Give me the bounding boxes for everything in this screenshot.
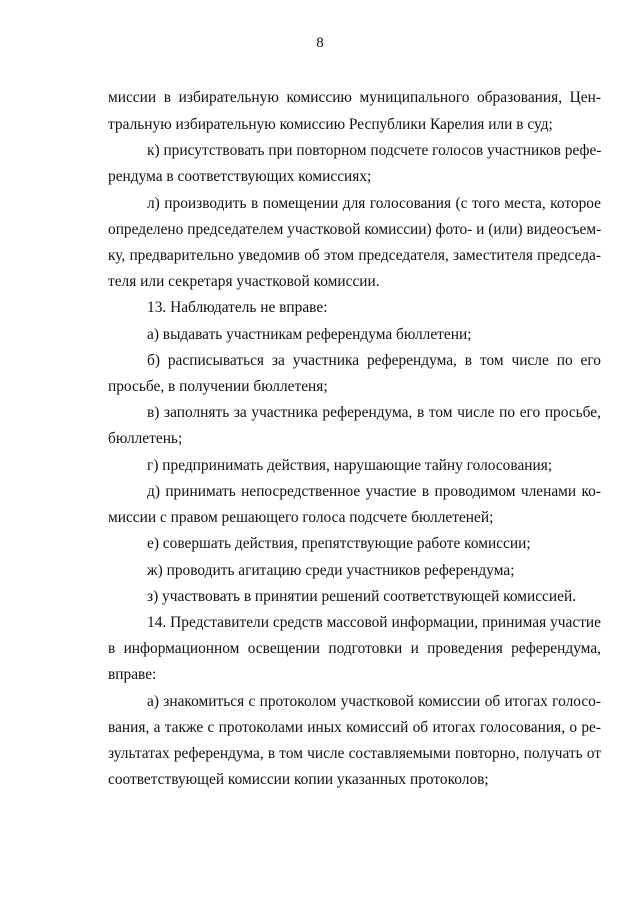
text-line: определено председателем участковой комиссии) фото- и (или) видеосъем- [108,221,602,238]
text-line: б) расписываться за участника референдума, в том числе по его [147,352,601,369]
text-line: е) совершать действия, препятствующие работе комиссии; [147,535,531,552]
text-line: вания, а также с протоколами иных комиссий об итогах голосования, о ре- [108,719,601,736]
text-line: л) производить в помещении для голосования (с того места, которое [147,195,601,212]
text-line: тральную избирательную комиссию Республики Карелия или в суд; [108,116,553,133]
text-line: ж) проводить агитацию среди участников референдума; [147,562,515,579]
text-line: 13. Наблюдатель не вправе: [147,299,328,316]
text-line: миссии в избирательную комиссию муниципального образования, Цен- [108,89,601,106]
text-line: г) предпринимать действия, нарушающие тайну голосования; [147,457,553,474]
text-line: ку, предварительно уведомив об этом председателя, заместителя председа- [108,247,601,264]
text-line: в информационном освещении подготовки и проведения референдума, [108,640,601,657]
text-line: в) заполнять за участника референдума, в том числе по его просьбе, [147,404,601,421]
text-line: соответствующей комиссии копии указанных протоколов; [108,771,489,788]
text-line: к) присутствовать при повторном подсчете голосов участников рефе- [147,142,602,159]
text-line: просьбе, в получении бюллетеня; [108,378,328,395]
text-line: рендума в соответствующих комиссиях; [108,168,372,185]
text-line: а) знакомиться с протоколом участковой комиссии об итогах голосо- [147,693,601,710]
text-line: вправе: [108,666,157,683]
text-line: 14. Представители средств массовой информации, принимая участие [147,614,601,631]
text-line: теля или секретаря участковой комиссии. [108,273,380,290]
text-line: а) выдавать участникам референдума бюллетени; [147,326,472,343]
text-line: миссии с правом решающего голоса подсчете бюллетеней; [108,509,494,526]
text-line: д) принимать непосредственное участие в проводимом членами ко- [147,483,601,500]
text-line: з) участвовать в принятии решений соответствующей комиссией. [147,588,577,605]
text-line: зультатах референдума, в том числе составляемыми повторно, получать от [108,745,601,762]
page-number: 8 [316,35,324,51]
text-line: бюллетень; [108,430,183,447]
